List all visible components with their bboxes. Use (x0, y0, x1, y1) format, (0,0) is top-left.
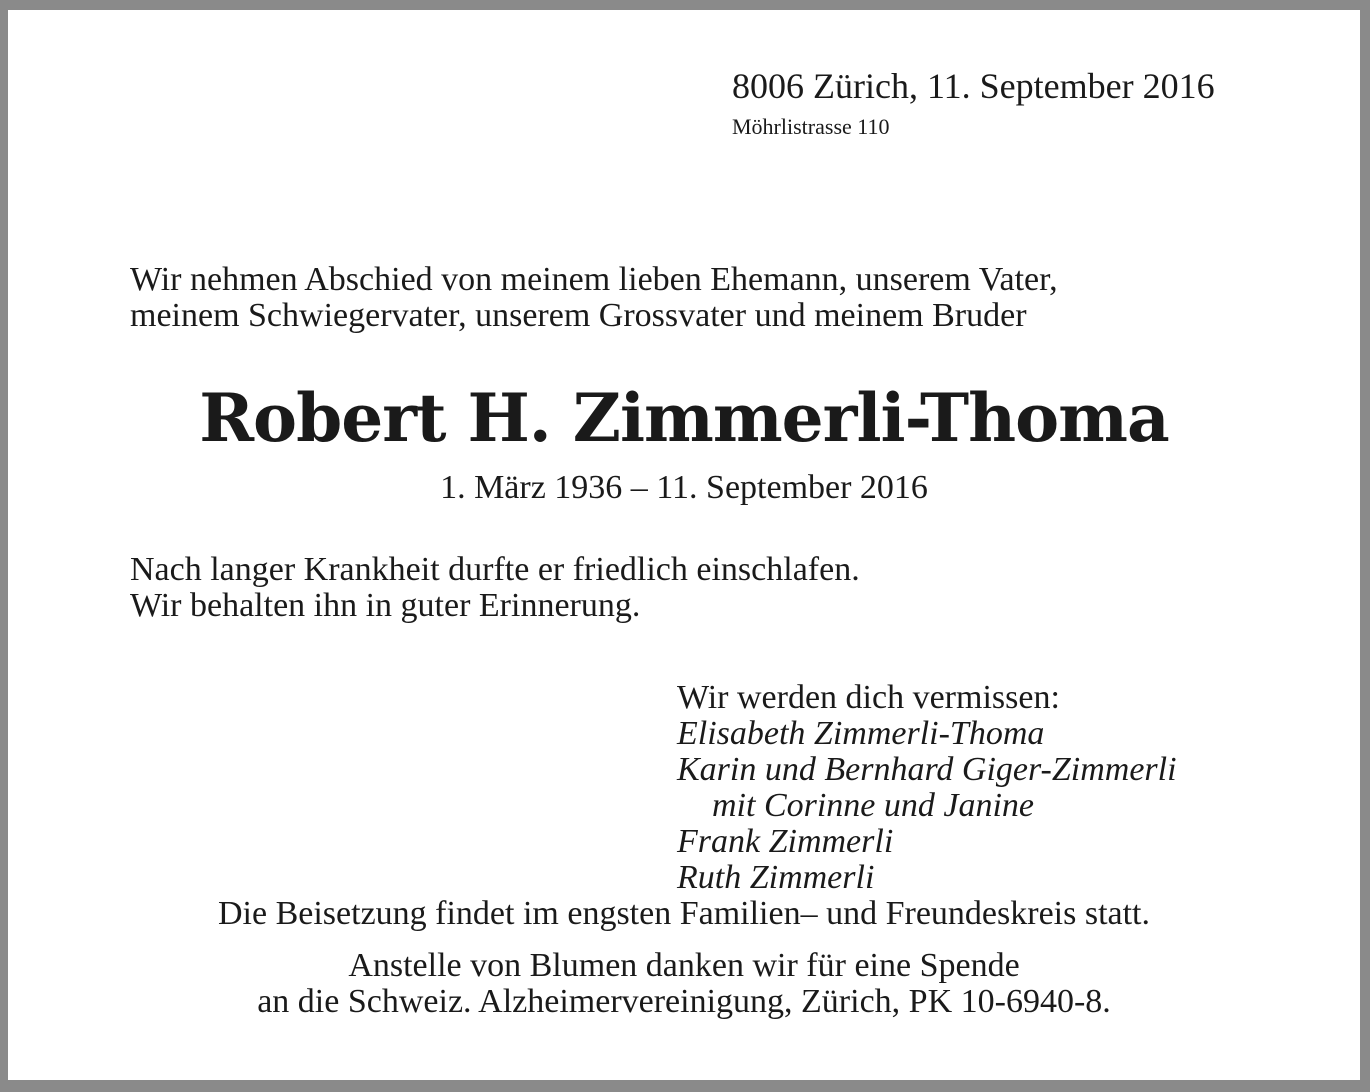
mourner-name: Elisabeth Zimmerli-Thoma (677, 715, 1045, 752)
mourner-name: Frank Zimmerli (677, 823, 894, 860)
donation-notice (8, 948, 1360, 1020)
address: Möhrlistrasse 110 (732, 114, 890, 139)
donation-line-2: an die Schweiz. Alzheimervereinigung, Zürich, PK 10-6940-8. (257, 983, 1111, 1020)
mourners-heading: Wir werden dich vermissen: (677, 679, 1060, 716)
intro-line-1: Wir nehmen Abschied von meinem lieben Ehemann, unserem Vater, (130, 261, 1058, 298)
life-dates: 1. März 1936 – 11. September 2016 (440, 469, 928, 506)
funeral-notice: Die Beisetzung findet im engsten Familien– und Freundeskreis statt. (218, 895, 1150, 932)
message-line-2: Wir behalten ihn in guter Erinnerung. (130, 587, 641, 624)
farewell-message (130, 552, 860, 624)
donation-line-1: Anstelle von Blumen danken wir für eine Spende (348, 947, 1020, 984)
deceased-name: Robert H. Zimmerli-Thoma (199, 379, 1169, 457)
obituary-page (8, 10, 1360, 1080)
intro-text (130, 262, 1058, 334)
place-date: 8006 Zürich, 11. September 2016 (732, 66, 1215, 106)
mourner-name: Karin und Bernhard Giger-Zimmerli (677, 751, 1177, 788)
message-line-1: Nach langer Krankheit durfte er friedlich einschlafen. (130, 551, 860, 588)
mourner-name: mit Corinne und Janine (712, 787, 1035, 824)
mourner-name: Ruth Zimmerli (677, 859, 875, 896)
intro-line-2: meinem Schwiegervater, unserem Grossvater und meinem Bruder (130, 297, 1027, 334)
